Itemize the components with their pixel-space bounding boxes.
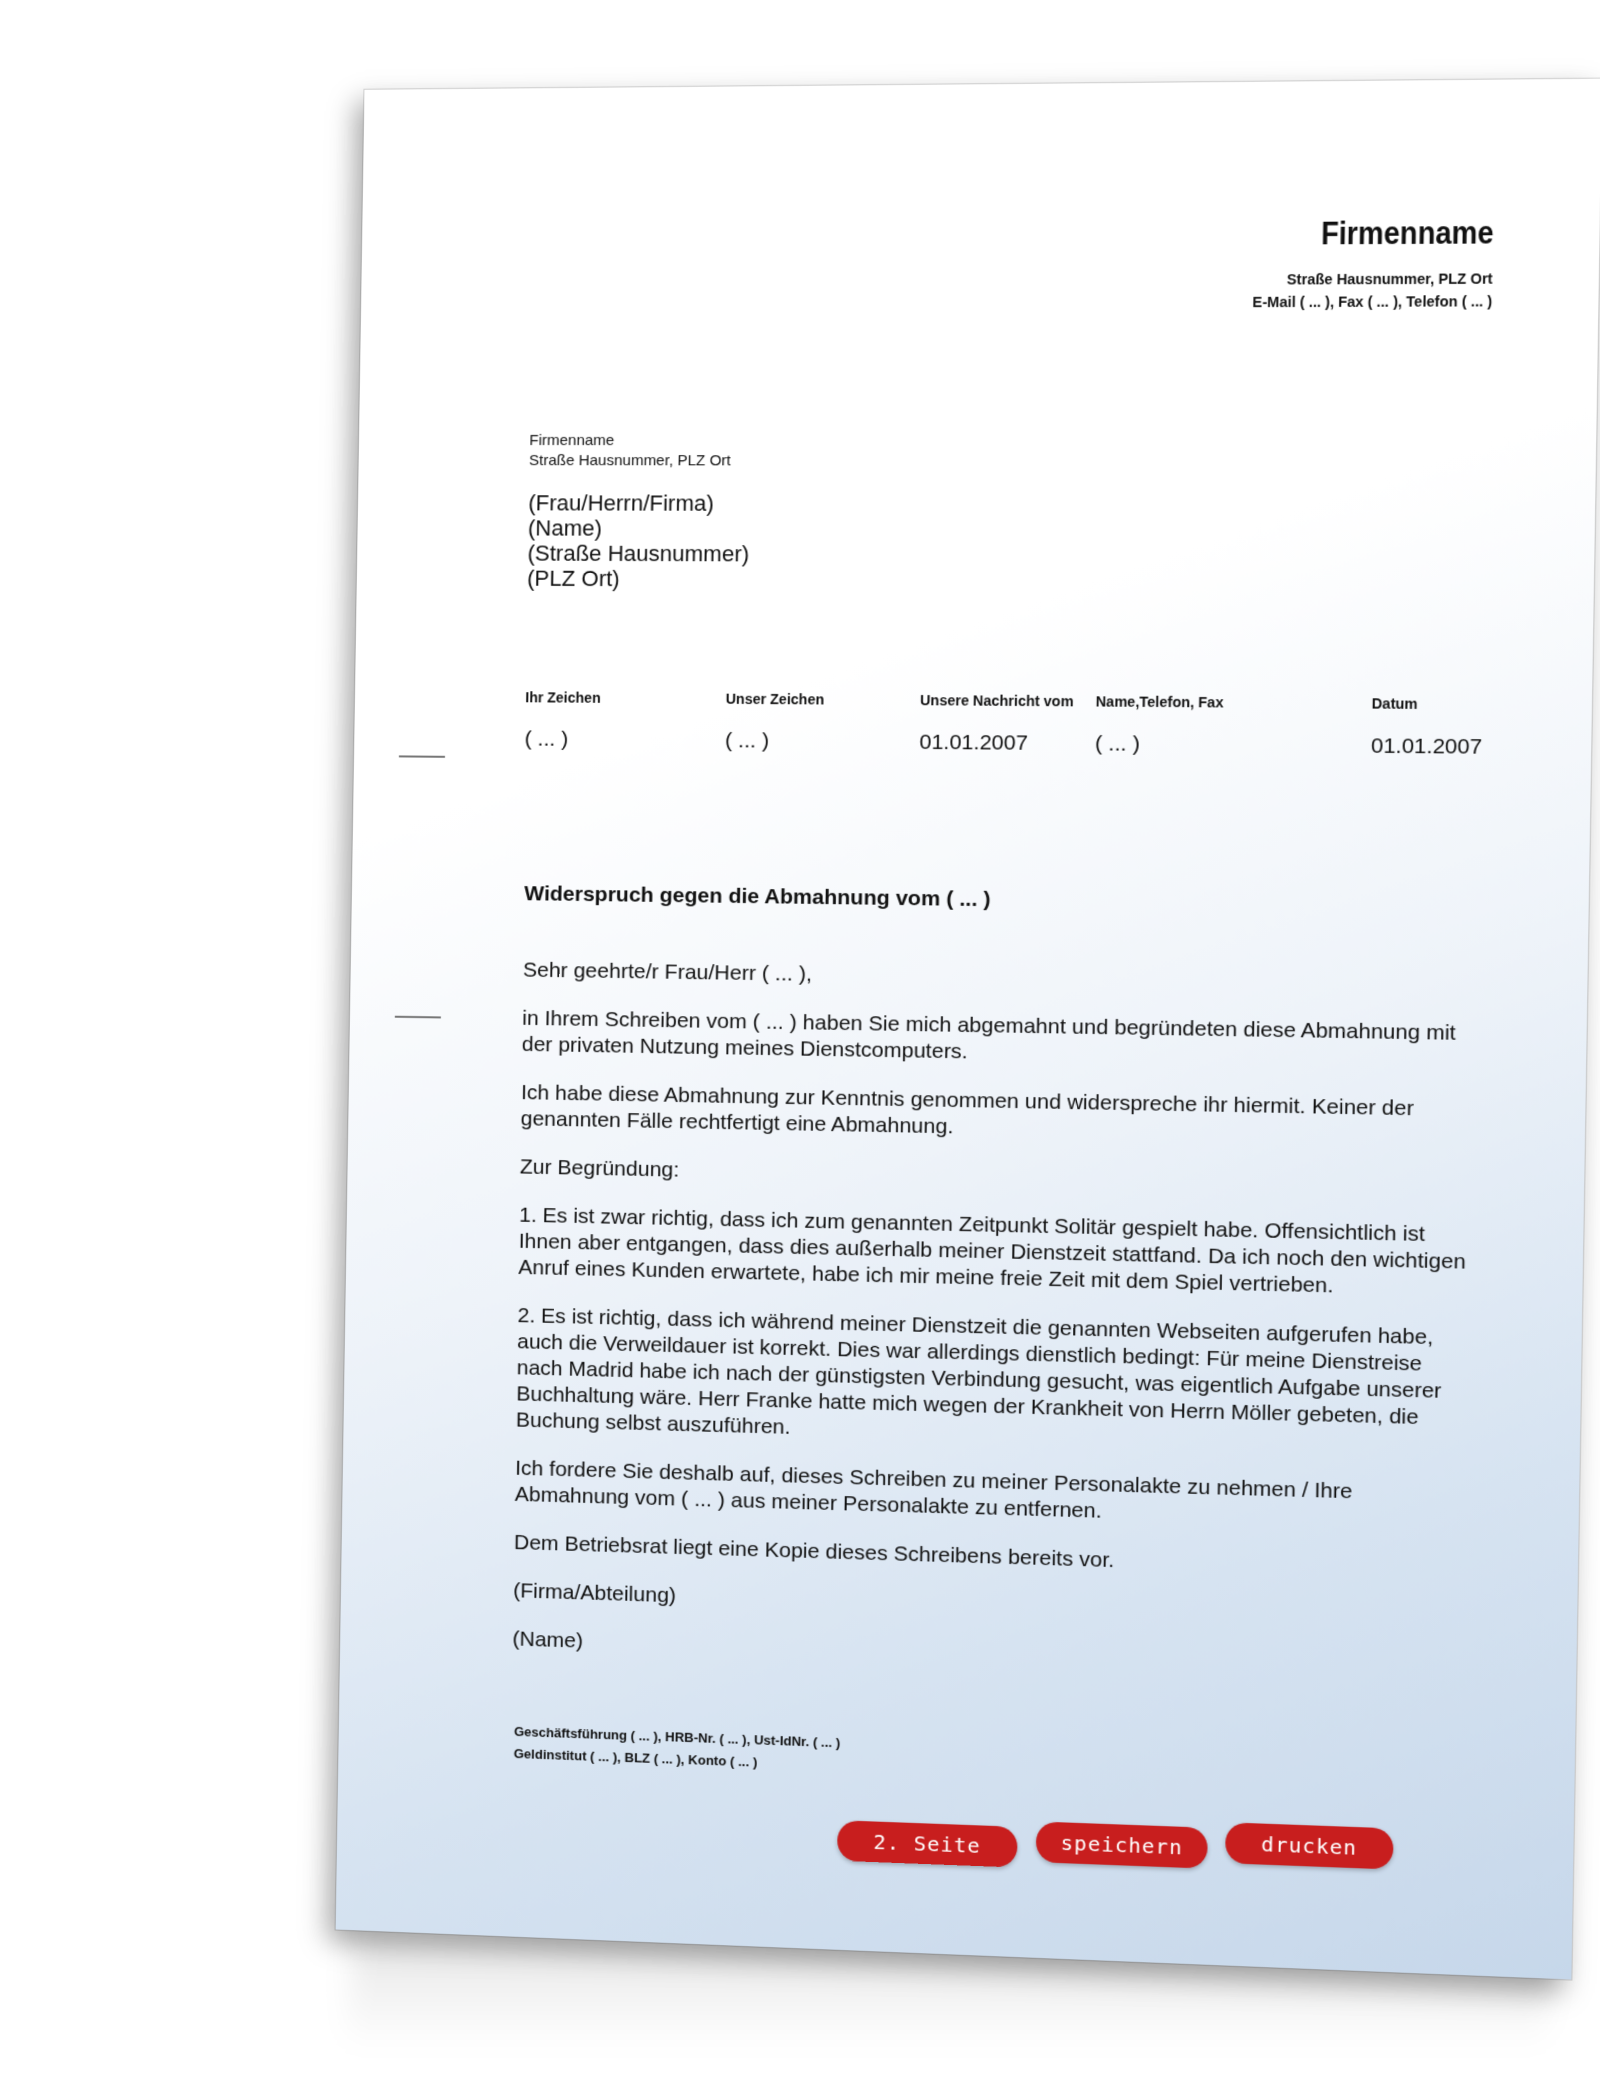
ref-value-contact: ( ... ) bbox=[1094, 732, 1141, 756]
recipient-name: (Name) bbox=[527, 515, 603, 541]
sender-street: Straße Hausnummer, PLZ Ort bbox=[528, 452, 731, 470]
recipient-street: (Straße Hausnummer) bbox=[527, 540, 750, 567]
greeting: Sehr geehrte/r Frau/Herr ( ... ), bbox=[522, 958, 813, 986]
footer-bank: Geldinstitut ( ... ), BLZ ( ... ), Konto ( ... ) bbox=[513, 1745, 758, 1770]
closing-name: (Name) bbox=[512, 1627, 584, 1653]
closing-department: (Firma/Abteilung) bbox=[513, 1579, 677, 1608]
body-paragraph-3: Zur Begründung: bbox=[519, 1155, 680, 1182]
ref-value-our-message: 01.01.2007 bbox=[919, 730, 1029, 755]
letter-body bbox=[512, 957, 1473, 1706]
print-button[interactable]: drucken bbox=[1225, 1822, 1394, 1869]
footer-management: Geschäftsführung ( ... ), HRB-Nr. ( ... ), Ust-IdNr. ( ... ) bbox=[513, 1723, 841, 1751]
ref-label-your-sign: Ihr Zeichen bbox=[525, 689, 601, 706]
save-button[interactable]: speichern bbox=[1036, 1821, 1208, 1868]
sender-company: Firmenname bbox=[529, 431, 615, 450]
ref-label-our-message: Unsere Nachricht vom bbox=[919, 692, 1074, 710]
letterhead-company: Firmenname bbox=[1320, 213, 1494, 252]
body-paragraph-5: 2. Es ist richtig, dass ich während meiner Dienstzeit die genannten Webseiten aufgerufen habe, auch die Verweildauer ist korrekt. Dies war allerdings dienstlich bedingt: Für meine Dienstreise nach Madrid habe ich nach der günstigsten Verbindung gesucht, was eigentlich Aufgabe unserer Buchhaltung wäre. Herr Franke hatte mich wegen der Krankheit von Herrn Möller gebeten, die Buchung selbst auszuführen. bbox=[515, 1303, 1442, 1439]
recipient-salutation: (Frau/Herrn/Firma) bbox=[528, 490, 715, 516]
recipient-city: (PLZ Ort) bbox=[526, 565, 620, 592]
letterhead-contact: E-Mail ( ... ), Fax ( ... ), Telefon ( ... ) bbox=[1252, 292, 1493, 311]
fold-mark-top bbox=[399, 755, 445, 757]
page-2-button[interactable]: 2. Seite bbox=[837, 1820, 1018, 1867]
body-paragraph-4: 1. Es ist zwar richtig, dass ich zum genannten Zeitpunkt Solitär gespielt habe. Offensichtlich ist Ihnen aber entgangen, dass dies außerhalb meiner Dienstzeit stattfand. Da ich noch den wichtigen Anruf eines Kunden erwartete, habe ich mir meine freie Zeit mit dem Spiel vertrieben. bbox=[518, 1203, 1466, 1298]
ref-label-our-sign: Unser Zeichen bbox=[725, 690, 825, 708]
ref-value-our-sign: ( ... ) bbox=[724, 729, 770, 753]
ref-value-your-sign: ( ... ) bbox=[524, 727, 569, 751]
body-paragraph-2: Ich habe diese Abmahnung zur Kenntnis genommen und widerspreche ihr hiermit. Keiner der genannten Fälle rechtfertigt eine Abmahnung. bbox=[520, 1081, 1415, 1139]
body-paragraph-1: in Ihrem Schreiben vom ( ... ) haben Sie mich abgemahnt und begründeten diese Abmahnung mit der privaten Nutzung meines Dienstcomputers. bbox=[521, 1006, 1456, 1064]
ref-value-date: 01.01.2007 bbox=[1370, 734, 1483, 759]
letter-subject: Widerspruch gegen die Abmahnung vom ( ... ) bbox=[524, 882, 991, 912]
letterhead-street: Straße Hausnummer, PLZ Ort bbox=[1286, 270, 1493, 288]
body-paragraph-6: Ich fordere Sie deshalb auf, dieses Schreiben zu meiner Personalakte zu nehmen / Ihre Abmahnung vom ( ... ) aus meiner Personalakte zu entfernen. bbox=[514, 1456, 1353, 1523]
ref-label-date: Datum bbox=[1371, 695, 1418, 712]
fold-mark-middle bbox=[395, 1016, 441, 1019]
ref-label-contact: Name,Telefon, Fax bbox=[1095, 693, 1224, 711]
letter-page bbox=[336, 79, 1600, 1980]
body-paragraph-7: Dem Betriebsrat liegt eine Kopie dieses Schreibens bereits vor. bbox=[513, 1530, 1115, 1573]
